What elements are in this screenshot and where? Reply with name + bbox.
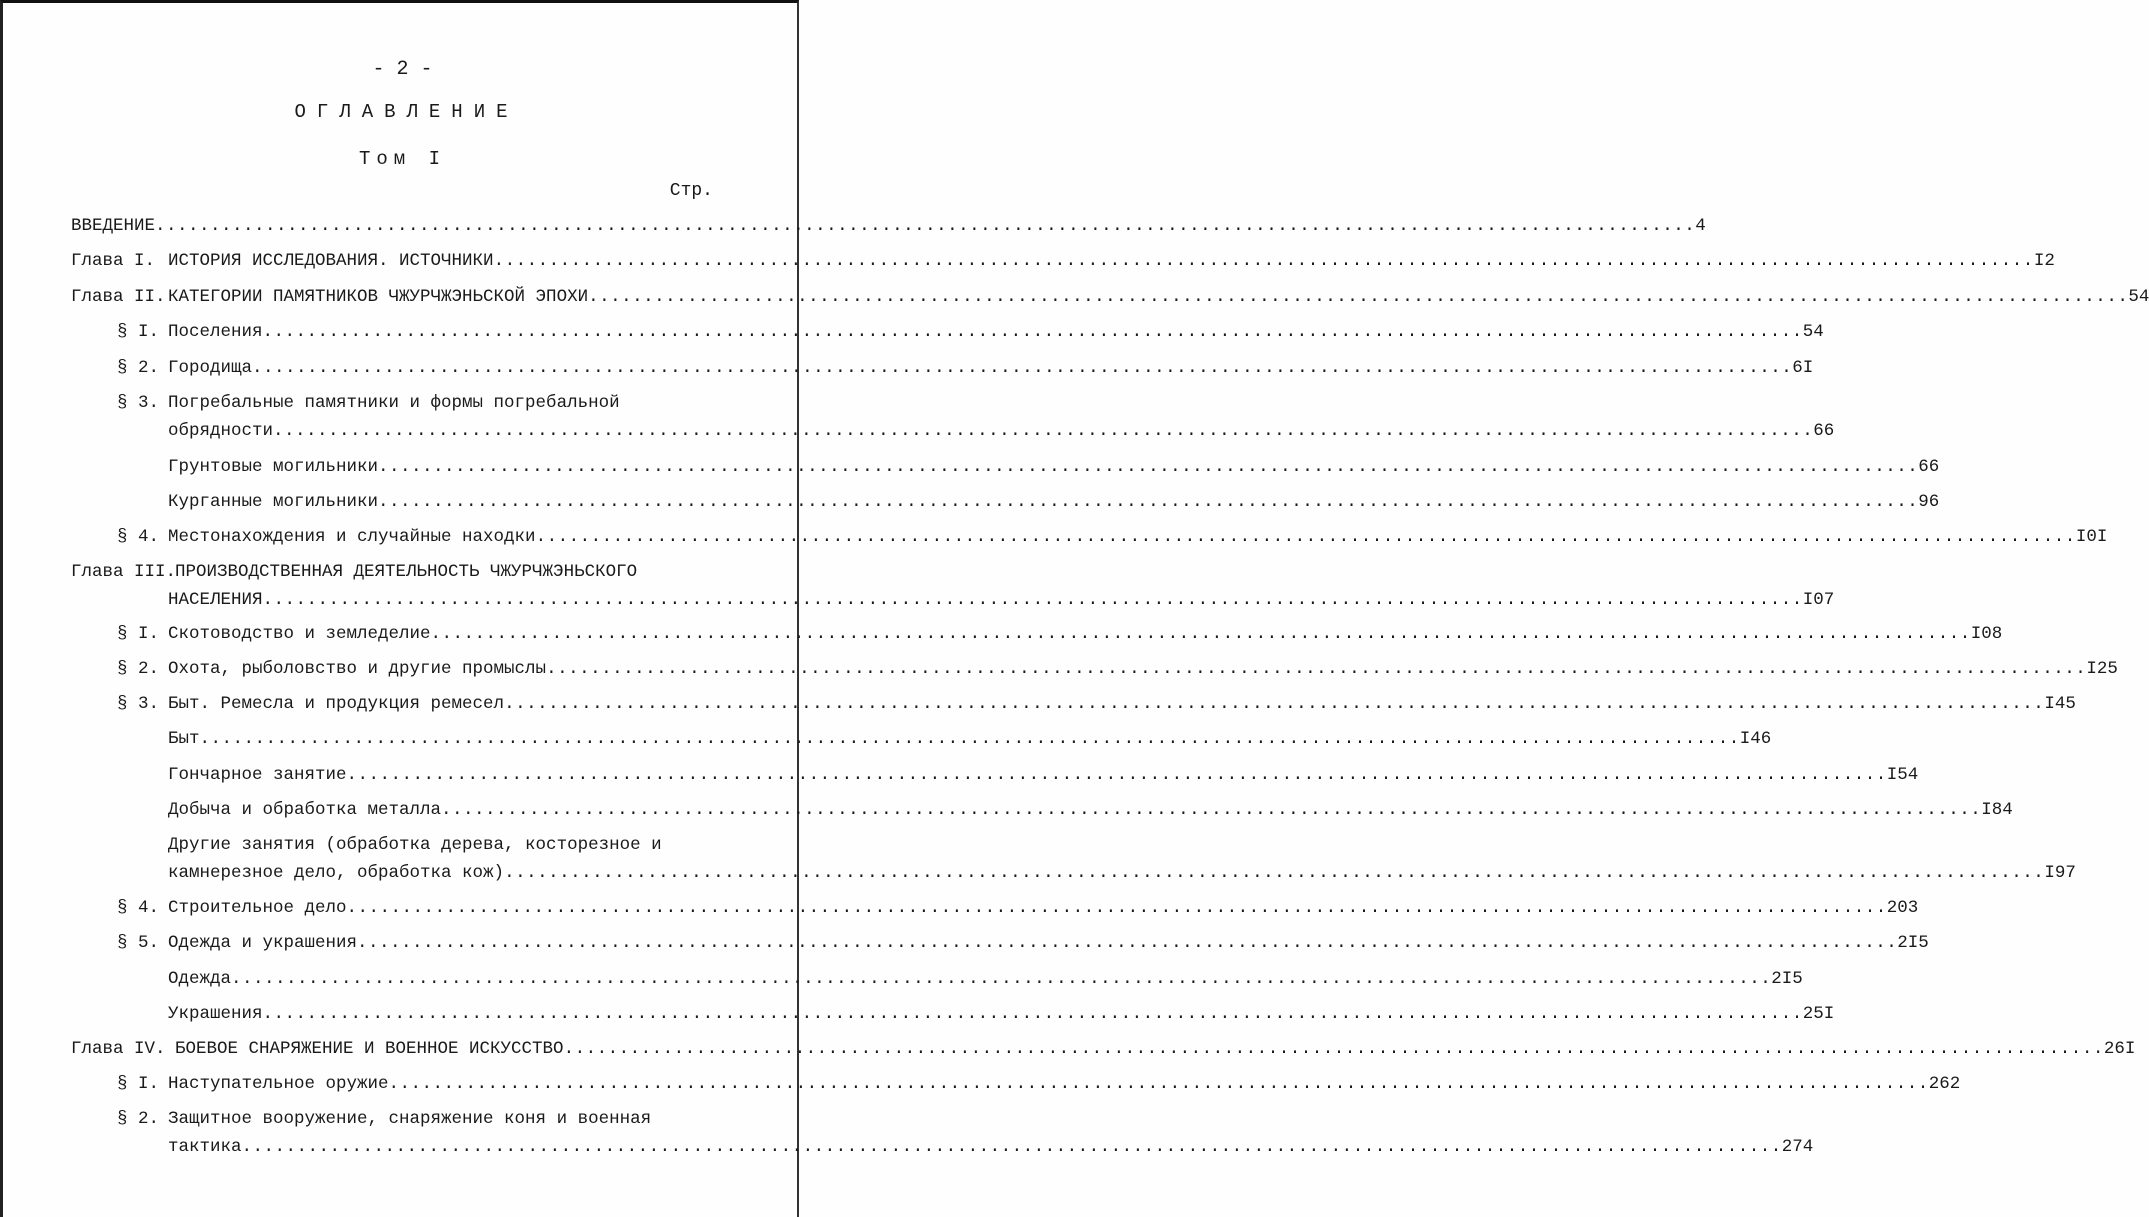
toc-entry [71,656,2118,682]
toc-entry [71,559,719,585]
toc-entry [71,1071,1961,1097]
section-number: § I. [117,322,160,342]
section-number: § 3. [117,393,160,413]
volume-heading: Том I [358,148,446,170]
toc-page-number: 54 [1802,322,1824,342]
toc-entry [71,489,1940,515]
dot-leader: ............................................................................................................................................ [546,659,2087,679]
dot-leader: ............................................................................................................................................ [430,624,1971,644]
dot-leader: ............................................................................................................................................ [504,863,2045,883]
page-column-label: Стр. [669,181,713,201]
section-number: § I. [117,624,160,644]
dot-leader: ............................................................................................................................................ [563,1039,2104,1059]
toc-entry [71,524,2108,550]
toc-entry-title: Охота, рыболовство и другие промыслы [168,659,547,679]
toc-page-number: 203 [1886,898,1919,918]
toc-entry-title: Быт. Ремесла и продукция ремесел [168,694,505,714]
toc-entry-title: Добыча и обработка металла [168,800,442,820]
toc-page-number: I08 [1970,624,2003,644]
dot-leader: ............................................................................................................................................ [441,800,1982,820]
toc-entry-title: Одежда и украшения [168,933,358,953]
dot-leader: ............................................................................................................................................ [346,898,1887,918]
dot-leader: ............................................................................................................................................ [378,492,1919,512]
toc-entry [71,248,2055,274]
toc-page-number: 66 [1813,421,1835,441]
toc-page-number: I25 [2086,659,2118,679]
toc-page-number: 2I5 [1771,969,1803,989]
dot-leader: ............................................................................................................................................ [273,421,1814,441]
section-number: § 3. [117,694,160,714]
toc-entry [71,1134,1814,1160]
dot-leader: ............................................................................................................................................ [262,322,1803,342]
chapter-label: Глава III. [71,562,177,582]
toc-page-number: 26I [2103,1039,2136,1059]
toc-entry [71,418,1835,444]
dot-leader: ............................................................................................................................................ [588,287,2129,307]
toc-entry-title: Местонахождения и случайные находки [168,527,536,547]
toc-entry-title: Городища [168,358,253,378]
dot-leader: ............................................................................................................................................ [493,251,2034,271]
toc-entry [71,587,1835,613]
dot-leader: ............................................................................................................................................ [231,969,1772,989]
toc-entry [71,454,1940,480]
toc-entry [71,1106,719,1132]
toc-entry-title: ВВЕДЕНИЕ [71,216,156,236]
toc-entry-title: Быт [168,729,200,749]
toc-entry-title: Украшения [168,1004,263,1024]
toc-entry-title: камнерезное дело, обработка кож) [168,863,505,883]
toc-entry [71,319,1824,345]
toc-page-number: 66 [1918,457,1940,477]
toc-page-number: 274 [1781,1137,1814,1157]
toc-entry-title: Гончарное занятие [168,765,347,785]
section-number: § 2. [117,358,160,378]
toc-entry-title: Скотоводство и земледелие [168,624,431,644]
dot-leader: ............................................................................................................................................ [388,1074,1929,1094]
toc-page-number: I97 [2044,863,2076,883]
toc-entry [71,930,1929,956]
toc-page-number: 96 [1918,492,1940,512]
toc-entry [71,355,1814,381]
toc-entry [71,621,2003,647]
dot-leader: ............................................................................................................................................ [199,729,1740,749]
toc-entry [71,390,719,416]
toc-entry-title: Поселения [168,322,263,342]
toc-page-number: I45 [2044,694,2076,714]
toc-entry [71,691,2076,717]
toc-entry [71,797,2013,823]
toc-entry-title: Грунтовые могильники [168,457,379,477]
section-number: § I. [117,1074,160,1094]
toc-entry [71,1001,1835,1027]
toc-entry-title: Погребальные памятники и формы погребальной [168,393,620,413]
toc-entry-title: ИСТОРИЯ ИССЛЕДОВАНИЯ. ИСТОЧНИКИ [168,251,494,271]
toc-page-number: I0I [2075,527,2108,547]
section-number: § 2. [117,659,160,679]
chapter-label: Глава I. [71,251,156,271]
dot-leader: ............................................................................................................................................ [378,457,1919,477]
toc-entry-title: Защитное вооружение, снаряжение коня и военная [168,1109,652,1129]
section-number: § 4. [117,527,160,547]
toc-entry-title: Курганные могильники [168,492,379,512]
toc-entry-title: Строительное дело [168,898,347,918]
chapter-label: Глава II. [71,287,166,307]
toc-page-number: 4 [1695,216,1706,236]
dot-leader: ............................................................................................................................................ [155,216,1696,236]
toc-entry [71,284,2149,310]
toc-entry [71,1036,2136,1062]
toc-page-number: I46 [1739,729,1772,749]
section-number: § 4. [117,898,160,918]
toc-entry [71,860,2076,886]
toc-entry [71,762,1919,788]
toc-page-number: I2 [2033,251,2055,271]
toc-entry-title: НАСЕЛЕНИЯ [168,590,263,610]
toc-entry-title: тактика [168,1137,242,1157]
toc-entry-title: БОЕВОЕ СНАРЯЖЕНИЕ И ВОЕННОЕ ИСКУССТВО [175,1039,564,1059]
chapter-label: Глава IV. [71,1039,166,1059]
toc-entry-title: обрядности [168,421,274,441]
dot-leader: ............................................................................................................................................ [346,765,1887,785]
toc-page-number: I54 [1886,765,1919,785]
dot-leader: ............................................................................................................................................ [535,527,2076,547]
toc-entry [71,832,719,858]
toc-page-number: 6I [1792,358,1814,378]
toc-entry [71,213,1706,239]
toc-page-number: I07 [1802,590,1835,610]
page-number: - 2 - [372,58,433,81]
toc-page-number: 262 [1928,1074,1961,1094]
section-number: § 2. [117,1109,160,1129]
dot-leader: ............................................................................................................................................ [241,1137,1782,1157]
toc-entry-title: ПРОИЗВОДСТВЕННАЯ ДЕЯТЕЛЬНОСТЬ ЧЖУРЧЖЭНЬСКОГО [175,562,638,582]
dot-leader: ............................................................................................................................................ [504,694,2045,714]
dot-leader: ............................................................................................................................................ [252,358,1793,378]
toc-entry-title: Одежда [168,969,232,989]
toc-entry-title: КАТЕГОРИИ ПАМЯТНИКОВ ЧЖУРЧЖЭНЬСКОЙ ЭПОХИ [168,287,589,307]
dot-leader: ............................................................................................................................................ [357,933,1898,953]
toc-page-number: 54 [2128,287,2149,307]
toc-page-number: 2I5 [1897,933,1929,953]
section-number: § 5. [117,933,160,953]
toc-entry [71,966,1803,992]
page-title: ОГЛАВЛЕНИЕ [294,101,519,123]
toc-entry-title: Наступательное оружие [168,1074,389,1094]
toc-entry [71,726,1772,752]
toc-page-number: 25I [1802,1004,1835,1024]
dot-leader: ............................................................................................................................................ [262,590,1803,610]
toc-entry-title: Другие занятия (обработка дерева, косторезное и [168,835,662,855]
toc-entry [71,895,1919,921]
toc-page-number: I84 [1981,800,2013,820]
dot-leader: ............................................................................................................................................ [262,1004,1803,1024]
